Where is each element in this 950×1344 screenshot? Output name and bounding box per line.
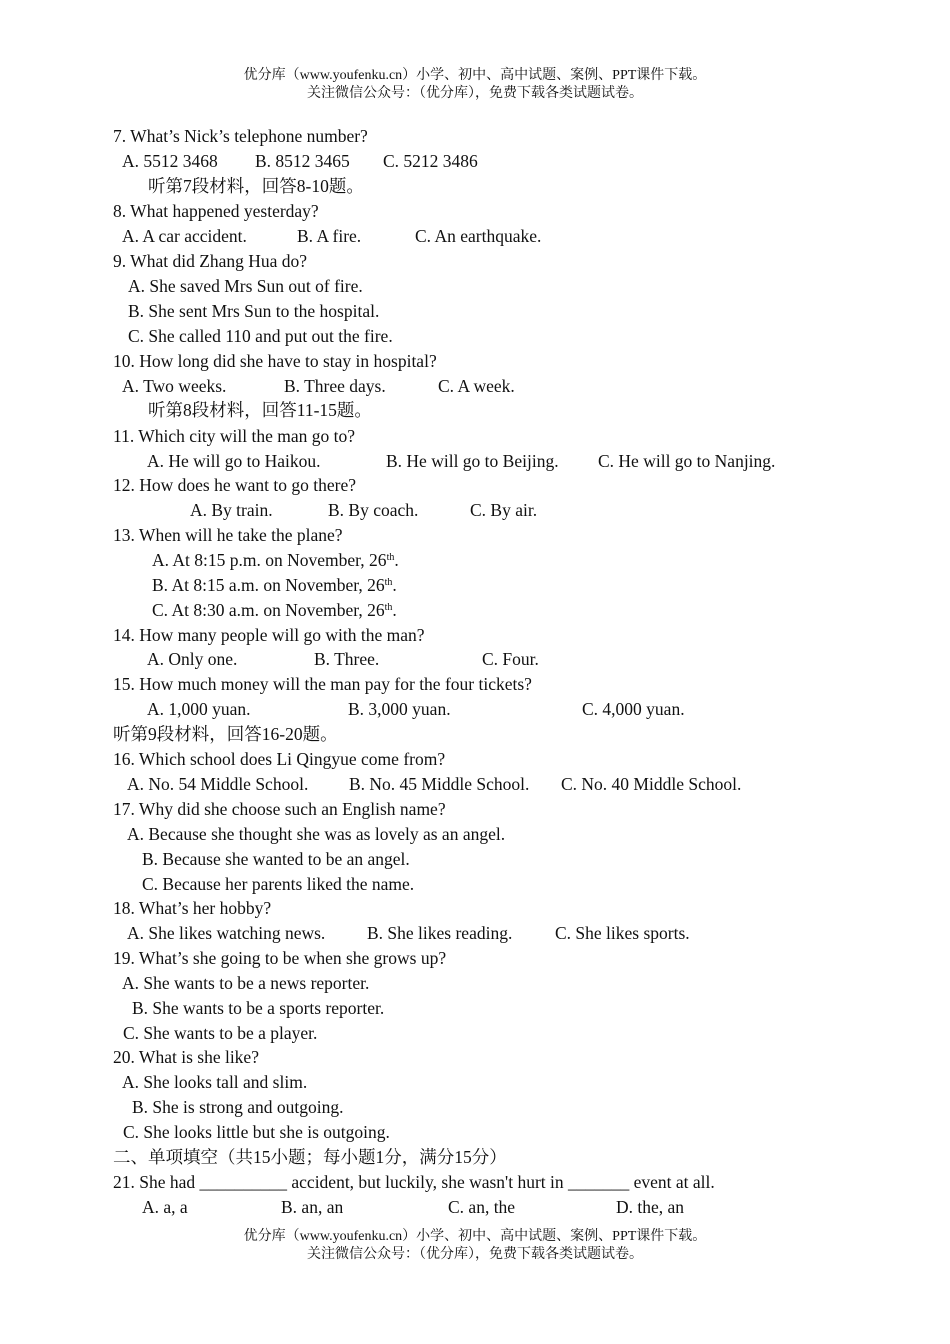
q10-option-b: B. Three days. [284, 376, 386, 396]
q12-stem: 12. How does he want to go there? [113, 475, 356, 495]
q13-option-b: B. At 8:15 a.m. on November, 26th. [152, 575, 397, 595]
q10-option-c: C. A week. [438, 376, 515, 396]
q19-option-a: A. She wants to be a news reporter. [122, 973, 370, 993]
q16-option-a: A. No. 54 Middle School. [127, 774, 309, 794]
q7-option-c: C. 5212 3486 [383, 151, 478, 171]
q20-option-b: B. She is strong and outgoing. [132, 1097, 344, 1117]
q14-option-a: A. Only one. [147, 649, 238, 669]
q18-option-b: B. She likes reading. [367, 923, 513, 943]
q16-option-c: C. No. 40 Middle School. [561, 774, 742, 794]
q19-option-c: C. She wants to be a player. [123, 1023, 318, 1043]
q15-option-b: B. 3,000 yuan. [348, 699, 451, 719]
part2-heading: 二、单项填空（共15小题；每小题1分，满分15分） [113, 1147, 507, 1167]
q17-option-a: A. Because she thought she was as lovely as an angel. [127, 824, 506, 844]
q18-stem: 18. What’s her hobby? [113, 898, 272, 918]
footer-line-2: 关注微信公众号：（优分库），免费下载各类试题试卷。 [307, 1247, 643, 1262]
q7-stem: 7. What’s Nick’s telephone number? [113, 126, 368, 146]
q18-option-a: A. She likes watching news. [127, 923, 326, 943]
page-footer [0, 1228, 950, 1264]
q13-option-c: C. At 8:30 a.m. on November, 26th. [152, 600, 397, 620]
q21-option-a: A. a, a [142, 1197, 188, 1217]
q17-option-b: B. Because she wanted to be an angel. [142, 849, 410, 869]
q19-option-b: B. She wants to be a sports reporter. [132, 998, 385, 1018]
q8-option-b: B. A fire. [297, 226, 362, 246]
header-line-2: 关注微信公众号：（优分库），免费下载各类试题试卷。 [307, 86, 643, 101]
q21-stem: 21. She had __________ accident, but luckily, she wasn't hurt in _______ event at all. [113, 1172, 715, 1192]
q12-option-b: B. By coach. [328, 500, 419, 520]
q15-stem: 15. How much money will the man pay for the four tickets? [113, 674, 532, 694]
q11-option-a: A. He will go to Haikou. [147, 451, 321, 471]
q21-option-c: C. an, the [448, 1197, 516, 1217]
q10-stem: 10. How long did she have to stay in hospital? [113, 351, 437, 371]
q16-stem: 16. Which school does Li Qingyue come from? [113, 749, 446, 769]
section-7-instruction: 听第7段材料，回答8-10题。 [148, 176, 364, 196]
q13-option-a: A. At 8:15 p.m. on November, 26th. [152, 550, 399, 570]
q9-option-b: B. She sent Mrs Sun to the hospital. [128, 301, 380, 321]
q14-option-c: C. Four. [482, 649, 539, 669]
q20-option-c: C. She looks little but she is outgoing. [123, 1122, 390, 1142]
q7-option-b: B. 8512 3465 [255, 151, 350, 171]
q16-option-b: B. No. 45 Middle School. [349, 774, 530, 794]
q11-option-b: B. He will go to Beijing. [386, 451, 559, 471]
section-9-instruction: 听第9段材料，回答16-20题。 [113, 724, 338, 744]
q12-option-a: A. By train. [190, 500, 273, 520]
q13-stem: 13. When will he take the plane? [113, 525, 343, 545]
q14-option-b: B. Three. [314, 649, 380, 669]
q12-option-c: C. By air. [470, 500, 538, 520]
q8-stem: 8. What happened yesterday? [113, 201, 319, 221]
q18-option-c: C. She likes sports. [555, 923, 690, 943]
q9-stem: 9. What did Zhang Hua do? [113, 251, 308, 271]
q20-option-a: A. She looks tall and slim. [122, 1072, 308, 1092]
q20-stem: 20. What is she like? [113, 1047, 259, 1067]
q14-stem: 14. How many people will go with the man? [113, 625, 425, 645]
q17-stem: 17. Why did she choose such an English name? [113, 799, 446, 819]
q7-option-a: A. 5512 3468 [122, 151, 218, 171]
q9-option-a: A. She saved Mrs Sun out of fire. [128, 276, 363, 296]
q19-stem: 19. What’s she going to be when she grows up? [113, 948, 447, 968]
q9-option-c: C. She called 110 and put out the fire. [128, 326, 393, 346]
q21-option-d: D. the, an [616, 1197, 685, 1217]
q15-option-c: C. 4,000 yuan. [582, 699, 685, 719]
q8-option-a: A. A car accident. [122, 226, 247, 246]
page-header [0, 67, 950, 103]
q10-option-a: A. Two weeks. [122, 376, 227, 396]
q11-option-c: C. He will go to Nanjing. [598, 451, 776, 471]
q8-option-c: C. An earthquake. [415, 226, 542, 246]
q21-option-b: B. an, an [281, 1197, 344, 1217]
section-8-instruction: 听第8段材料，回答11-15题。 [148, 400, 372, 420]
footer-line-1: 优分库（www.youfenku.cn）小学、初中、高中试题、案例、PPT课件下载。 [243, 1229, 707, 1244]
q17-option-c: C. Because her parents liked the name. [142, 874, 415, 894]
header-line-1: 优分库（www.youfenku.cn）小学、初中、高中试题、案例、PPT课件下载。 [243, 68, 707, 83]
q11-stem: 11. Which city will the man go to? [113, 426, 356, 446]
q15-option-a: A. 1,000 yuan. [147, 699, 251, 719]
